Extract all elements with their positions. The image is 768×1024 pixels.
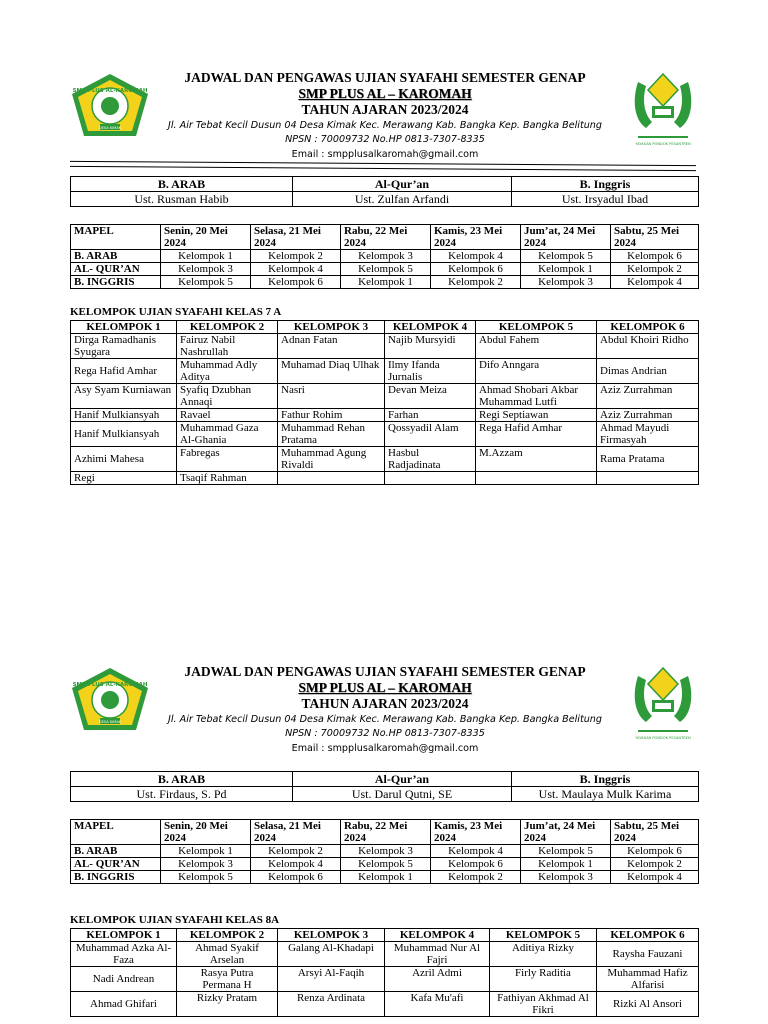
student-name: Ahmad Ghifari (71, 992, 177, 1017)
exam-sheet-7a (0, 64, 768, 484)
student-name: Syafiq Dzubhan Annaqi (177, 384, 278, 409)
student-name: Najib Mursyidi (385, 334, 476, 359)
student-name (385, 472, 476, 485)
schedule-table (70, 819, 699, 884)
schedule-cell: Kelompok 1 (521, 263, 611, 276)
school-npsn-phone: NPSN : 70009732 No.HP 0813-7307-8335 (285, 134, 485, 145)
table-row (71, 942, 699, 967)
student-name: Regi Septiawan (476, 409, 597, 422)
groups-header-row (71, 929, 699, 942)
schedule-cell: Kelompok 3 (341, 250, 431, 263)
student-name: Muhammad Azka Al-Faza (71, 942, 177, 967)
student-name: Muhammad Agung Rivaldi (278, 447, 385, 472)
subject-header-arab: B. ARAB (71, 772, 293, 787)
student-name: Ravael (177, 409, 278, 422)
student-name: Dirga Ramadhanis Syugara (71, 334, 177, 359)
school-address: Jl. Air Tebat Kecil Dusun 04 Desa Kimak Kec. Merawang Kab. Bangka Kep. Bangka Belitung (168, 120, 602, 131)
schedule-cell: Kelompok 4 (431, 845, 521, 858)
group-header: KELOMPOK 2 (177, 321, 278, 334)
table-row (71, 384, 699, 409)
student-name: Ilmy Ifanda Jurnalis (385, 359, 476, 384)
student-name: Ahmad Syakif Arselan (177, 942, 278, 967)
table-row (71, 334, 699, 359)
student-name: Muhamad Diaq Ulhak (278, 359, 385, 384)
schedule-cell: Kelompok 6 (611, 250, 699, 263)
schedule-header: MAPEL (71, 820, 161, 845)
schedule-header: Rabu, 22 Mei 2024 (341, 225, 431, 250)
schedule-cell: Kelompok 5 (341, 858, 431, 871)
schedule-cell: Kelompok 6 (611, 845, 699, 858)
subject-header-inggris: B. Inggris (512, 177, 699, 192)
schedule-cell: Kelompok 1 (341, 276, 431, 289)
schedule-cell: Kelompok 2 (431, 871, 521, 884)
student-name (597, 472, 699, 485)
schedule-header: Sabtu, 25 Mei 2024 (611, 820, 699, 845)
group-header: KELOMPOK 1 (71, 321, 177, 334)
student-name: Fathur Rohim (278, 409, 385, 422)
schedule-cell: Kelompok 5 (521, 845, 611, 858)
table-row (71, 359, 699, 384)
schedule-cell: Kelompok 1 (341, 871, 431, 884)
schedule-cell: Kelompok 4 (611, 871, 699, 884)
schedule-subject: AL- QUR’AN (71, 263, 161, 276)
letterhead (0, 658, 768, 756)
schedule-cell: Kelompok 5 (161, 871, 251, 884)
supervisor-inggris: Ust. Irsyadul Ibad (512, 192, 699, 207)
group-header: KELOMPOK 5 (476, 321, 597, 334)
sheet-title: JADWAL DAN PENGAWAS UJIAN SYAFAHI SEMESTER GENAP (184, 664, 586, 679)
student-name: Ahmad Shobari Akbar Muhammad Lutfi (476, 384, 597, 409)
student-name: Azhimi Mahesa (71, 447, 177, 472)
student-name: Arsyi Al-Faqih (278, 967, 385, 992)
table-row (71, 447, 699, 472)
group-header: KELOMPOK 2 (177, 929, 278, 942)
schedule-header: Senin, 20 Mei 2024 (161, 225, 251, 250)
letterhead (0, 64, 768, 162)
table-row (71, 409, 699, 422)
student-name: Aziz Zurrahman (597, 409, 699, 422)
school-email: Email : smpplusalkaromah@gmail.com (291, 149, 479, 160)
schedule-subject: AL- QUR’AN (71, 858, 161, 871)
group-header: KELOMPOK 4 (385, 929, 490, 942)
schedule-header: Selasa, 21 Mei 2024 (251, 225, 341, 250)
student-name: Aditiya Rizky (490, 942, 597, 967)
student-name: Muhammad Hafiz Alfarisi (597, 967, 699, 992)
schedule-cell: Kelompok 3 (521, 871, 611, 884)
school-npsn-phone: NPSN : 70009732 No.HP 0813-7307-8335 (285, 728, 485, 739)
schedule-header: Kamis, 23 Mei 2024 (431, 225, 521, 250)
student-name: Aziz Zurrahman (597, 384, 699, 409)
student-name: Galang Al-Khadapi (278, 942, 385, 967)
group-header: KELOMPOK 6 (597, 321, 699, 334)
student-name: Tsaqif Rahman (177, 472, 278, 485)
student-name: Fairuz Nabil Nashrullah (177, 334, 278, 359)
schedule-cell: Kelompok 1 (161, 845, 251, 858)
groups-table (70, 320, 699, 485)
student-name: Rega Hafid Amhar (71, 359, 177, 384)
schedule-cell: Kelompok 2 (251, 845, 341, 858)
student-name: Rasya Putra Permana H (177, 967, 278, 992)
schedule-cell: Kelompok 1 (521, 858, 611, 871)
school-name: SMP PLUS AL – KAROMAH (298, 680, 472, 695)
schedule-header-row (71, 820, 699, 845)
student-name: Dimas Andrian (597, 359, 699, 384)
schedule-header: Jum’at, 24 Mei 2024 (521, 820, 611, 845)
student-name: Fathiyan Akhmad Al Fikri (490, 992, 597, 1017)
schedule-header: Sabtu, 25 Mei 2024 (611, 225, 699, 250)
schedule-cell: Kelompok 6 (251, 276, 341, 289)
student-name: Kafa Mu'afi (385, 992, 490, 1017)
schedule-cell: Kelompok 5 (161, 276, 251, 289)
schedule-subject: B. ARAB (71, 250, 161, 263)
logo-right-text: YAYASAN PONDOK PESANTREN (635, 142, 691, 146)
foundation-logo-right (628, 70, 698, 150)
student-name (476, 472, 597, 485)
student-name: Hanif Mulkiansyah (71, 422, 177, 447)
subject-header-inggris: B. Inggris (512, 772, 699, 787)
schedule-cell: Kelompok 4 (251, 263, 341, 276)
group-header: KELOMPOK 4 (385, 321, 476, 334)
table-row (71, 250, 699, 263)
subject-header-quran: Al-Qur’an (293, 772, 512, 787)
student-name: Hasbul Radjadinata (385, 447, 476, 472)
school-address: Jl. Air Tebat Kecil Dusun 04 Desa Kimak Kec. Merawang Kab. Bangka Kep. Bangka Belitung (168, 714, 602, 725)
groups-caption: KELOMPOK UJIAN SYAFAHI KELAS 7 A (70, 306, 282, 318)
student-name: Hanif Mulkiansyah (71, 409, 177, 422)
schedule-header-row (71, 225, 699, 250)
schedule-cell: Kelompok 3 (161, 263, 251, 276)
schedule-cell: Kelompok 2 (611, 263, 699, 276)
academic-year: TAHUN AJARAN 2023/2024 (301, 696, 469, 711)
logo-left-sub: DESA KIMAK (98, 720, 122, 724)
schedule-cell: Kelompok 6 (431, 858, 521, 871)
table-row (71, 422, 699, 447)
supervisor-table (70, 176, 699, 207)
supervisor-arab: Ust. Rusman Habib (71, 192, 293, 207)
schedule-cell: Kelompok 2 (611, 858, 699, 871)
table-row (71, 276, 699, 289)
schedule-subject: B. ARAB (71, 845, 161, 858)
schedule-header: Selasa, 21 Mei 2024 (251, 820, 341, 845)
student-name: Rizki Al Ansori (597, 992, 699, 1017)
supervisor-inggris: Ust. Maulaya Mulk Karima (512, 787, 699, 802)
logo-left-sub: DESA KIMAK (98, 126, 122, 130)
school-name: SMP PLUS AL – KAROMAH (298, 86, 472, 101)
foundation-logo-right (628, 664, 698, 744)
schedule-header: Rabu, 22 Mei 2024 (341, 820, 431, 845)
logo-left-text: SMP PLUS AL-KAROMAH (72, 682, 148, 688)
schedule-header: Jum’at, 24 Mei 2024 (521, 225, 611, 250)
academic-year: TAHUN AJARAN 2023/2024 (301, 102, 469, 117)
schedule-header: Kamis, 23 Mei 2024 (431, 820, 521, 845)
subject-header-arab: B. ARAB (71, 177, 293, 192)
student-name: Rizky Pratam (177, 992, 278, 1017)
supervisor-table (70, 771, 699, 802)
groups-table (70, 928, 699, 1017)
student-name: Nasri (278, 384, 385, 409)
schedule-cell: Kelompok 1 (161, 250, 251, 263)
schedule-cell: Kelompok 5 (521, 250, 611, 263)
schedule-cell: Kelompok 6 (431, 263, 521, 276)
student-name: Abdul Fahem (476, 334, 597, 359)
student-name: Rega Hafid Amhar (476, 422, 597, 447)
supervisor-quran: Ust. Zulfan Arfandi (293, 192, 512, 207)
student-name: Raysha Fauzani (597, 942, 699, 967)
student-name: Abdul Khoiri Ridho (597, 334, 699, 359)
student-name: Firly Raditia (490, 967, 597, 992)
student-name: M.Azzam (476, 447, 597, 472)
student-name: Muhammad Adly Aditya (177, 359, 278, 384)
schedule-header: MAPEL (71, 225, 161, 250)
table-row (71, 858, 699, 871)
groups-caption: KELOMPOK UJIAN SYAFAHI KELAS 8A (70, 914, 280, 926)
schedule-cell: Kelompok 4 (251, 858, 341, 871)
school-logo-left (70, 72, 150, 138)
student-name: Muhammad Gaza Al-Ghania (177, 422, 278, 447)
student-name: Qossyadil Alam (385, 422, 476, 447)
schedule-cell: Kelompok 5 (341, 263, 431, 276)
exam-sheet-8a (0, 658, 768, 1016)
student-name: Regi (71, 472, 177, 485)
table-row (71, 871, 699, 884)
school-email: Email : smpplusalkaromah@gmail.com (291, 743, 479, 754)
table-row (71, 967, 699, 992)
group-header: KELOMPOK 1 (71, 929, 177, 942)
subject-header-quran: Al-Qur’an (293, 177, 512, 192)
schedule-cell: Kelompok 3 (341, 845, 431, 858)
header-divider-thin (70, 166, 696, 171)
logo-right-text: YAYASAN PONDOK PESANTREN (635, 736, 691, 740)
groups-header-row (71, 321, 699, 334)
group-header: KELOMPOK 3 (278, 321, 385, 334)
group-header: KELOMPOK 6 (597, 929, 699, 942)
table-row (71, 472, 699, 485)
schedule-cell: Kelompok 2 (251, 250, 341, 263)
school-logo-left (70, 666, 150, 732)
student-name: Farhan (385, 409, 476, 422)
student-name: Rama Pratama (597, 447, 699, 472)
student-name (278, 472, 385, 485)
student-name: Ahmad Mayudi Firmasyah (597, 422, 699, 447)
schedule-cell: Kelompok 3 (521, 276, 611, 289)
sheet-title: JADWAL DAN PENGAWAS UJIAN SYAFAHI SEMESTER GENAP (184, 70, 586, 85)
student-name: Azril Admi (385, 967, 490, 992)
group-header: KELOMPOK 5 (490, 929, 597, 942)
schedule-cell: Kelompok 2 (431, 276, 521, 289)
schedule-subject: B. INGGRIS (71, 276, 161, 289)
table-row (71, 845, 699, 858)
student-name: Difo Anngara (476, 359, 597, 384)
schedule-header: Senin, 20 Mei 2024 (161, 820, 251, 845)
schedule-cell: Kelompok 4 (431, 250, 521, 263)
table-row (71, 263, 699, 276)
schedule-cell: Kelompok 4 (611, 276, 699, 289)
student-name: Nadi Andrean (71, 967, 177, 992)
supervisor-arab: Ust. Firdaus, S. Pd (71, 787, 293, 802)
schedule-table (70, 224, 699, 289)
student-name: Muhammad Rehan Pratama (278, 422, 385, 447)
student-name: Devan Meiza (385, 384, 476, 409)
supervisor-quran: Ust. Darul Qutni, SE (293, 787, 512, 802)
student-name: Renza Ardinata (278, 992, 385, 1017)
schedule-cell: Kelompok 3 (161, 858, 251, 871)
logo-left-text: SMP PLUS AL-KAROMAH (72, 88, 148, 94)
student-name: Muhammad Nur Al Fajri (385, 942, 490, 967)
student-name: Fabregas (177, 447, 278, 472)
schedule-cell: Kelompok 6 (251, 871, 341, 884)
student-name: Adnan Fatan (278, 334, 385, 359)
schedule-subject: B. INGGRIS (71, 871, 161, 884)
student-name: Asy Syam Kurniawan (71, 384, 177, 409)
table-row (71, 992, 699, 1017)
group-header: KELOMPOK 3 (278, 929, 385, 942)
